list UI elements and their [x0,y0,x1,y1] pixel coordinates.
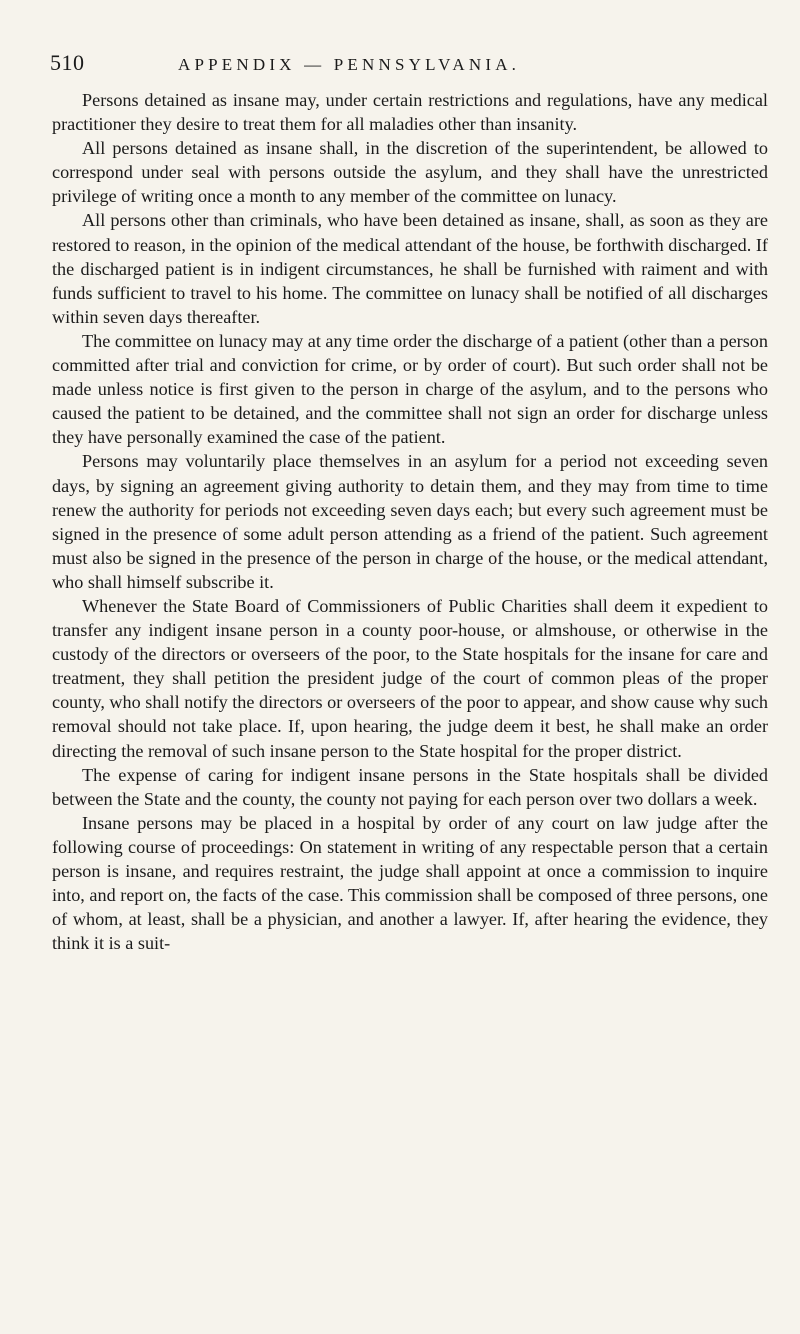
paragraph: The committee on lunacy may at any time order the discharge of a patient (other than a person committed after trial and conviction for crime, or by order of court). But such order shall not be made unless notice is first given to the person in charge of the asylum, and to the persons who caused the patient to be detained, and the committee shall not sign an order for discharge unless they have personally examined the case of the patient. [52,330,768,448]
running-head: APPENDIX — PENNSYLVANIA. [178,55,521,74]
paragraph: All persons detained as insane shall, in the discretion of the superintendent, be allowed to correspond under seal with persons outside the asylum, and they shall have the unrestricted privilege of writing once a month to any member of the committee on lunacy. [52,138,768,207]
paragraph: The expense of caring for indigent insane persons in the State hospitals shall be divided between the State and the county, the county not paying for each person over two dollars a week. [52,764,768,809]
paragraph: Whenever the State Board of Commissioners of Public Charities shall deem it expedient to transfer any indigent insane person in a county poor-house, or almshouse, or otherwise in the custody of the directors or overseers of the poor, to the State hospitals for the insane for care and treatment, they shall petition the president judge of the court of common pleas of the proper county, who shall notify the directors or overseers of the poor to appear, and show cause why such removal should not take place. If, upon hearing, the judge deem it best, he shall make an order directing the removal of such insane person to the State hospital for the proper district. [52,595,768,761]
page-header [50,50,768,84]
paragraph: Persons detained as insane may, under certain restrictions and regulations, have any medical practitioner they desire to treat them for all maladies other than insanity. [52,90,768,135]
paragraph: Insane persons may be placed in a hospital by order of any court on law judge after the following course of proceedings: On statement in writing of any respectable person that a certain person is insane, and requires restraint, the judge shall appoint at once a commission to inquire into, and report on, the facts of the case. This commission shall be composed of three persons, one of whom, at least, shall be a physician, and another a lawyer. If, after hearing the evidence, they think it is a suit- [52,812,768,954]
page-number: 510 [50,50,85,75]
body-text [52,88,768,955]
paragraph: All persons other than criminals, who have been detained as insane, shall, as soon as they are restored to reason, in the opinion of the medical attendant of the house, be forthwith discharged. If the discharged patient is in indigent circumstances, he shall be furnished with raiment and with funds sufficient to travel to his home. The committee on lunacy shall be notified of all discharges within seven days thereafter. [52,210,768,327]
paragraph: Persons may voluntarily place themselves in an asylum for a period not exceeding seven days, by signing an agreement giving authority to detain them, and they may from time to time renew the authority for periods not exceeding seven days each; but every such agreement must be signed in the presence of some adult person attending as a friend of the patient. Such agreement must also be signed in the presence of the person in charge of the house, or the medical attendant, who shall himself subscribe it. [52,451,768,592]
